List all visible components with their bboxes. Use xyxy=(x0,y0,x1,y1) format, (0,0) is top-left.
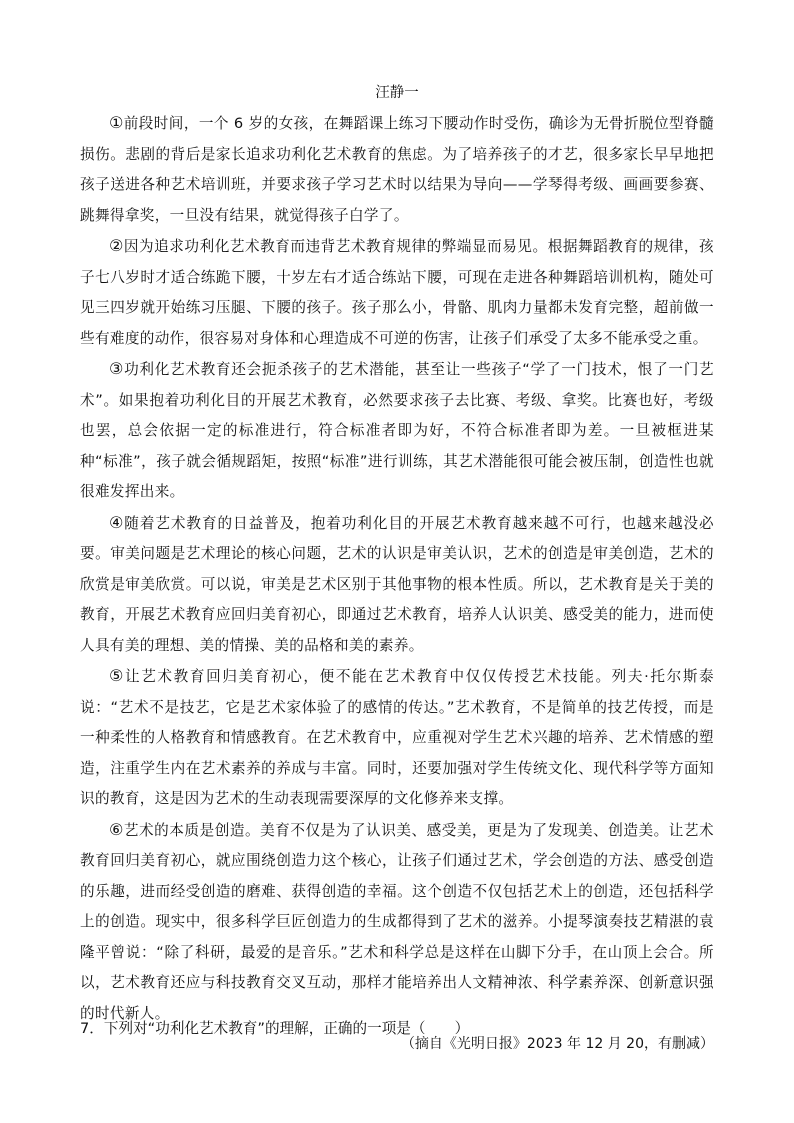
paragraph-text: 艺术的本质是创造。美育不仅是为了认识美、感受美，更是为了发现美、创造美。让艺术教育回归美育初心，就应围绕创造力这个核心，让孩子们通过艺术，学会创造的方法、感受创造的乐趣，进而经受创造的磨难、获得创造的幸福。这个创造不仅包括艺术上的创造，还包括科学上的创造。现实中，很多科学巨匠创造力的生成都得到了艺术的滋养。小提琴演奏技艺精湛的袁隆平曾说：“除了科研，最爱的是音乐。”艺术和科学总是这样在山脚下分手，在山顶上会合。所以，艺术教育还应与科技教育交叉互动，那样才能培养出人文精神浓、科学素养深、创新意识强的时代新人。 xyxy=(80,821,714,1022)
paragraph-number: ① xyxy=(109,113,124,132)
paragraph-number: ② xyxy=(109,236,124,255)
paragraph-number: ③ xyxy=(109,359,125,378)
paragraph-text: 前段时间，一个 6 岁的女孩，在舞蹈课上练习下腰动作时受伤，确诊为无骨折脱位型脊髓损伤。悲剧的背后是家长追求功利化艺术教育的焦虑。为了培养孩子的才艺，很多家长早早地把孩子送进各种艺术培训班，并要求孩子学习艺术时以结果为导向——学琴得考级、画画要参赛、跳舞得拿奖，一旦没有结果，就觉得孩子白学了。 xyxy=(80,115,714,224)
paragraph-5 xyxy=(80,661,714,815)
paragraph-number: ⑤ xyxy=(109,666,125,685)
paragraph-text: 让艺术教育回归美育初心，便不能在艺术教育中仅仅传授艺术技能。列夫·托尔斯泰说：“艺术不是技艺，它是艺术家体验了的感情的传达。”艺术教育，不是简单的技艺传授，而是一种柔性的人格教育和情感教育。在艺术教育中，应重视对学生艺术兴趣的培养、艺术情感的塑造，注重学生内在艺术素养的养成与丰富。同时，还要加强对学生传统文化、现代科学等方面知识的教育，这是因为艺术的生动表现需要深厚的文化修养来支撑。 xyxy=(80,668,715,807)
paragraph-text: 因为追求功利化艺术教育而违背艺术教育规律的弊端显而易见。根据舞蹈教育的规律，孩子七八岁时才适合练跪下腰，十岁左右才适合练站下腰，可现在走进各种舞蹈培训机构，随处可见三四岁就开始练习压腿、下腰的孩子。孩子那么小，骨骼、肌肉力量都未发育完整，超前做一些有难度的动作，很容易对身体和心理造成不可逆的伤害，让孩子们承受了太多不能承受之重。 xyxy=(80,238,714,347)
article xyxy=(80,78,714,1059)
paragraph-2 xyxy=(80,231,714,354)
paragraph-number: ④ xyxy=(109,512,125,532)
paragraph-6 xyxy=(80,815,714,1030)
paragraph-4 xyxy=(80,508,714,662)
paragraph-1 xyxy=(80,108,714,231)
paragraph-3 xyxy=(80,354,714,508)
paragraph-text: 功利化艺术教育还会扼杀孩子的艺术潜能，甚至让一些孩子“学了一门技术，恨了一门艺术”。如果抱着功利化目的开展艺术教育，必然要求孩子去比赛、考级、拿奖。比赛也好，考级也罢，总会依据一定的标准进行，符合标准者即为好，不符合标准者即为差。一旦被框进某种“标准”，孩子就会循规蹈矩，按照“标准”进行训练，其艺术潜能很可能会被压制，创造性也就很难发挥出来。 xyxy=(80,361,714,500)
article-source: （摘自《光明日报》2023 年 12 月 20，有删减） xyxy=(400,1036,714,1052)
article-author: 汪静一 xyxy=(375,85,419,101)
question-7: 7．下列对“功利化艺术教育”的理解，正确的一项是（ ） xyxy=(80,1020,470,1037)
paragraph-number: ⑥ xyxy=(109,819,124,839)
paragraph-text: 随着艺术教育的日益普及，抱着功利化目的开展艺术教育越来越不可行，也越来越没必要。审美问题是艺术理论的核心问题，艺术的认识是审美认识，艺术的创造是审美创造，艺术的欣赏是审美欣赏。可以说，审美是艺术区别于其他事物的根本性质。所以，艺术教育是关于美的教育，开展艺术教育应回归美育初心，即通过艺术教育，培养人认识美、感受美的能力，进而使人具有美的理想、美的情操、美的品格和美的素养。 xyxy=(80,514,714,654)
